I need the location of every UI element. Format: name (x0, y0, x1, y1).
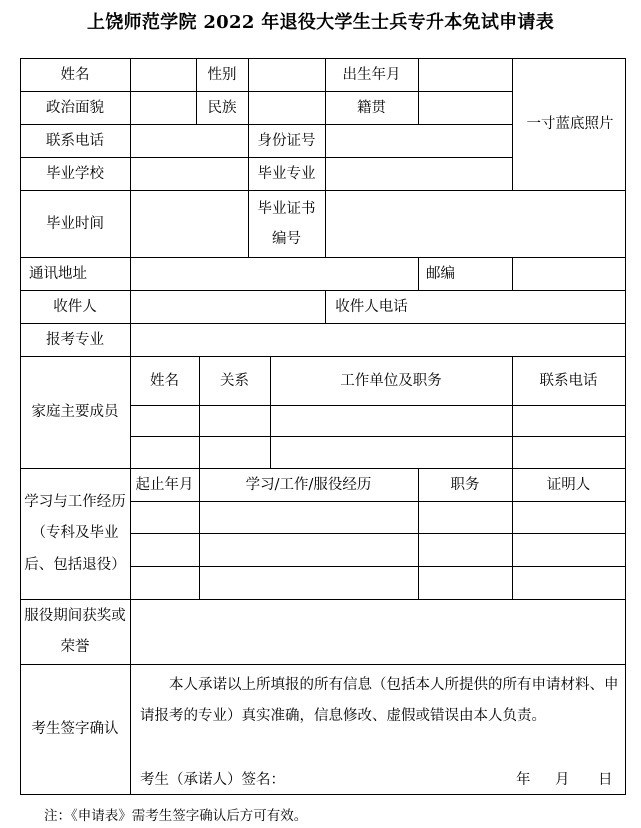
exp-col-position: 职务 (450, 476, 480, 493)
form-title: 上饶师范学院 2022 年退役大学生士兵专升本免试申请表 (86, 12, 555, 33)
id-number-label: 身份证号 (257, 132, 316, 149)
grad-time-label: 毕业时间 (46, 215, 104, 232)
photo-placeholder: 一寸蓝底照片 (526, 116, 614, 132)
native-place-label: 籍贯 (357, 99, 386, 116)
ethnicity-field[interactable] (248, 91, 325, 124)
row-divider (130, 566, 626, 567)
date-year: 年 (516, 772, 531, 788)
native-place-field[interactable] (418, 91, 512, 124)
exp-col-witness: 证明人 (546, 476, 591, 493)
signature-label: 考生（承诺人）签名： (140, 772, 285, 788)
exp-col-experience: 学习/工作/服役经历 (245, 476, 372, 493)
recipient-phone-label: 收件人电话 (335, 298, 408, 315)
cert-no-label: 毕业证书编号 (257, 200, 316, 247)
family-col-relation: 关系 (220, 372, 249, 389)
grad-time-field[interactable] (130, 190, 248, 257)
date-day: 日 (598, 772, 613, 788)
awards-field[interactable] (130, 599, 625, 664)
exp-col-period: 起止年月 (135, 476, 194, 493)
birth-label: 出生年月 (342, 66, 401, 83)
ethnicity-label: 民族 (207, 99, 237, 116)
family-label: 家庭主要成员 (31, 404, 119, 420)
name-label: 姓名 (60, 66, 90, 83)
row-divider (130, 533, 626, 534)
phone-field[interactable] (130, 124, 248, 157)
major-label: 毕业专业 (257, 165, 316, 182)
row-divider (130, 405, 626, 406)
signature-confirm-label: 考生签字确认 (31, 721, 119, 737)
recipient-label: 收件人 (53, 298, 97, 315)
promise-statement: 本人承诺以上所填报的所有信息（包括本人所提供的所有申请材料、申请报考的专业）真实准确，信息修改、虚假或错误由本人负责。 (140, 677, 619, 724)
birth-field[interactable] (418, 58, 512, 91)
major-field[interactable] (325, 157, 512, 190)
school-field[interactable] (130, 157, 248, 190)
signature-field[interactable] (282, 768, 502, 788)
phone-label: 联系电话 (46, 132, 104, 149)
name-field[interactable] (130, 58, 196, 91)
political-label: 政治面貌 (46, 99, 104, 116)
col-divider (512, 58, 513, 190)
apply-major-label: 报考专业 (46, 331, 104, 348)
postcode-label: 邮编 (426, 265, 455, 282)
apply-major-field[interactable] (130, 323, 625, 356)
address-field[interactable] (130, 257, 418, 290)
awards-label: 服役期间获奖或荣誉 (24, 608, 126, 655)
address-label: 通讯地址 (29, 265, 87, 282)
gender-label: 性别 (207, 66, 237, 83)
family-col-name: 姓名 (150, 372, 179, 389)
row-divider (130, 436, 626, 437)
table-border-bottom (20, 794, 626, 795)
recipient-field[interactable] (130, 290, 325, 323)
cert-no-field[interactable] (325, 190, 625, 257)
recipient-phone-field[interactable] (418, 290, 625, 323)
date-month: 月 (555, 772, 570, 788)
family-col-phone: 联系电话 (539, 372, 598, 389)
experience-label: 学习与工作经历（专科及毕业后、包括退役） (24, 493, 126, 573)
id-number-field[interactable] (325, 124, 512, 157)
school-label: 毕业学校 (46, 165, 104, 182)
family-col-work: 工作单位及职务 (340, 372, 442, 389)
political-field[interactable] (130, 91, 196, 124)
footer-note: 注：《申请表》需考生签字确认后方可有效。 (44, 808, 308, 824)
postcode-field[interactable] (512, 257, 625, 290)
gender-field[interactable] (248, 58, 325, 91)
row-divider (130, 501, 626, 502)
